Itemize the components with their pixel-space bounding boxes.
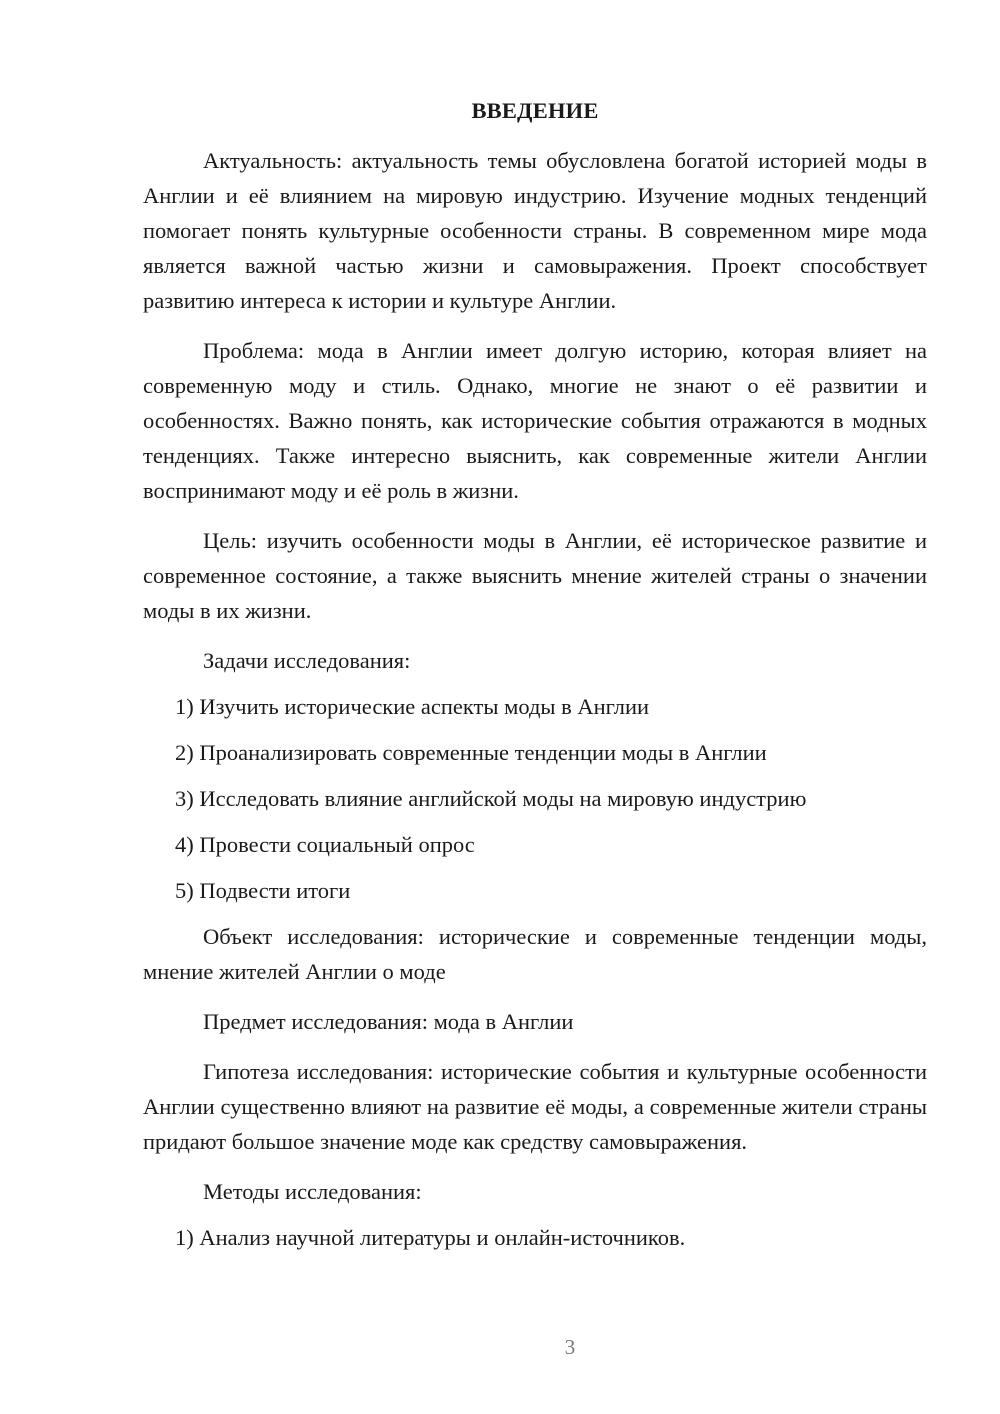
method-item-1: 1) Анализ научной литературы и онлайн-источников. [175,1225,686,1250]
task-item-4: 4) Провести социальный опрос [175,832,475,857]
goal-paragraph: Цель: изучить особенности моды в Англии, её историческое развитие и современное состояние, а также выяснить мнение жителей страны о значении моды в их жизни. [143,528,927,623]
hypothesis-paragraph: Гипотеза исследования: исторические события и культурные особенности Англии существенно влияют на развитие её моды, а современные жители страны придают большое значение моде как средству самовыражения. [143,1059,927,1154]
subject-paragraph: Предмет исследования: мода в Англии [203,1009,574,1034]
task-item-5: 5) Подвести итоги [175,878,351,903]
tasks-heading: Задачи исследования: [203,648,411,673]
page-number: 3 [564,1335,576,1359]
relevance-paragraph: Актуальность: актуальность темы обусловлена богатой историей моды в Англии и её влиянием на мировую индустрию. Изучение модных тенденций помогает понять культурные особенности страны. В современном мире мода является важной частью жизни и самовыражения. Проект способствует развитию интереса к истории и культуре Англии. [143,148,927,313]
object-paragraph: Объект исследования: исторические и современные тенденции моды, мнение жителей Англии о моде [143,924,927,984]
task-item-1: 1) Изучить исторические аспекты моды в Англии [175,694,650,719]
section-title: ВВЕДЕНИЕ [471,98,599,123]
methods-list [143,1220,927,1255]
task-item-2: 2) Проанализировать современные тенденции моды в Англии [175,740,767,765]
methods-heading: Методы исследования: [203,1179,422,1204]
problem-paragraph: Проблема: мода в Англии имеет долгую историю, которая влияет на современную моду и стиль. Однако, многие не знают о её развитии и особенностях. Важно понять, как исторические события отражаются в модных тенденциях. Также интересно выяснить, как современные жители Англии воспринимают моду и её роль в жизни. [143,338,927,503]
page-content [143,93,927,1266]
tasks-list [143,689,927,908]
task-item-3: 3) Исследовать влияние английской моды на мировую индустрию [175,786,807,811]
